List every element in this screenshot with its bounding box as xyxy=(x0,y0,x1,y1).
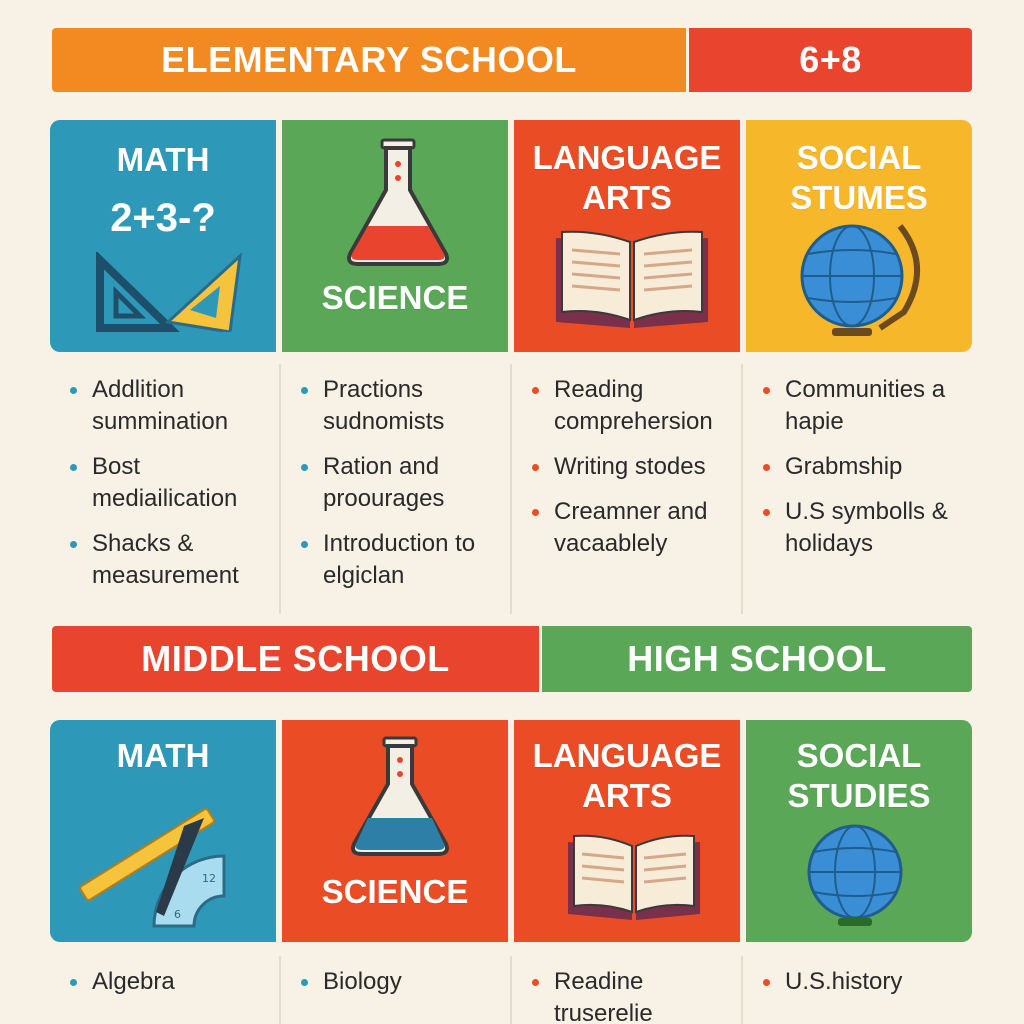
list-item: Ration and proourages xyxy=(301,451,510,515)
language-arts-topic-list xyxy=(512,364,743,614)
elementary-school-title: ELEMENTARY SCHOOL xyxy=(52,28,686,92)
list-item: Communities a hapie xyxy=(763,374,972,438)
middle-school-title: MIDDLE SCHOOL xyxy=(52,626,539,692)
science-topic-list xyxy=(281,364,512,614)
elementary-subjects-row xyxy=(50,120,972,352)
list-item: Shacks & measurement xyxy=(70,528,279,592)
list-item: U.S.history xyxy=(763,966,972,998)
globe-icon xyxy=(800,820,910,930)
subject-title: SOCIAL STUMES xyxy=(790,139,928,216)
list-item: Writing stodes xyxy=(532,451,741,483)
subject-title: SOCIAL STUDIES xyxy=(787,737,931,814)
list-item: Reading comprehersion xyxy=(532,374,741,438)
list-item: Grabmship xyxy=(763,451,972,483)
math-equation: 2+3-? xyxy=(110,196,216,240)
subject-title: LANGUAGE ARTS xyxy=(532,139,722,216)
middle-language-arts-card xyxy=(514,720,740,942)
list-item: Bost mediailication xyxy=(70,451,279,515)
middle-social-studies-card xyxy=(746,720,972,942)
subject-title: LANGUAGE ARTS xyxy=(532,737,722,814)
elementary-school-banner xyxy=(52,28,972,92)
middle-math-card xyxy=(50,720,276,942)
subject-title: SCIENCE xyxy=(321,873,469,910)
middle-high-school-banner xyxy=(52,626,972,692)
triangle-ruler-icon xyxy=(94,252,244,332)
flask-icon xyxy=(342,734,458,864)
math-topic-list xyxy=(50,364,281,614)
elementary-topics xyxy=(50,364,972,614)
math-topic-list xyxy=(50,956,281,1024)
list-item: Introduction to elgiclan xyxy=(301,528,510,592)
subject-title: MATH xyxy=(116,141,210,178)
elementary-grades-label: 6+8 xyxy=(686,28,972,92)
social-studies-topic-list xyxy=(743,956,972,1024)
middle-science-card xyxy=(282,720,508,942)
middle-subjects-row xyxy=(50,720,972,942)
list-item: U.S symbolls & holidays xyxy=(763,496,972,560)
protractor-icon xyxy=(74,786,264,934)
elementary-math-card xyxy=(50,120,276,352)
list-item: Addlition summination xyxy=(70,374,279,438)
list-item: Practions sudnomists xyxy=(301,374,510,438)
globe-icon xyxy=(792,216,932,340)
science-topic-list xyxy=(281,956,512,1024)
subject-title: SCIENCE xyxy=(321,279,469,316)
elementary-social-studies-card xyxy=(746,120,972,352)
list-item: Biology xyxy=(301,966,510,998)
middle-topics xyxy=(50,956,972,1024)
high-school-title: HIGH SCHOOL xyxy=(539,626,972,692)
subject-title: MATH xyxy=(116,737,210,774)
list-item: Creamner and vacaablely xyxy=(532,496,741,560)
list-item: Algebra xyxy=(70,966,279,998)
svg-text:6: 6 xyxy=(174,908,181,921)
open-book-icon xyxy=(552,228,712,332)
elementary-science-card xyxy=(282,120,508,352)
language-arts-topic-list xyxy=(512,956,743,1024)
elementary-language-arts-card xyxy=(514,120,740,352)
flask-icon xyxy=(340,136,456,276)
open-book-icon xyxy=(564,832,704,924)
list-item: Readine truserelie xyxy=(532,966,741,1024)
social-studies-topic-list xyxy=(743,364,972,614)
svg-text:12: 12 xyxy=(202,872,216,885)
